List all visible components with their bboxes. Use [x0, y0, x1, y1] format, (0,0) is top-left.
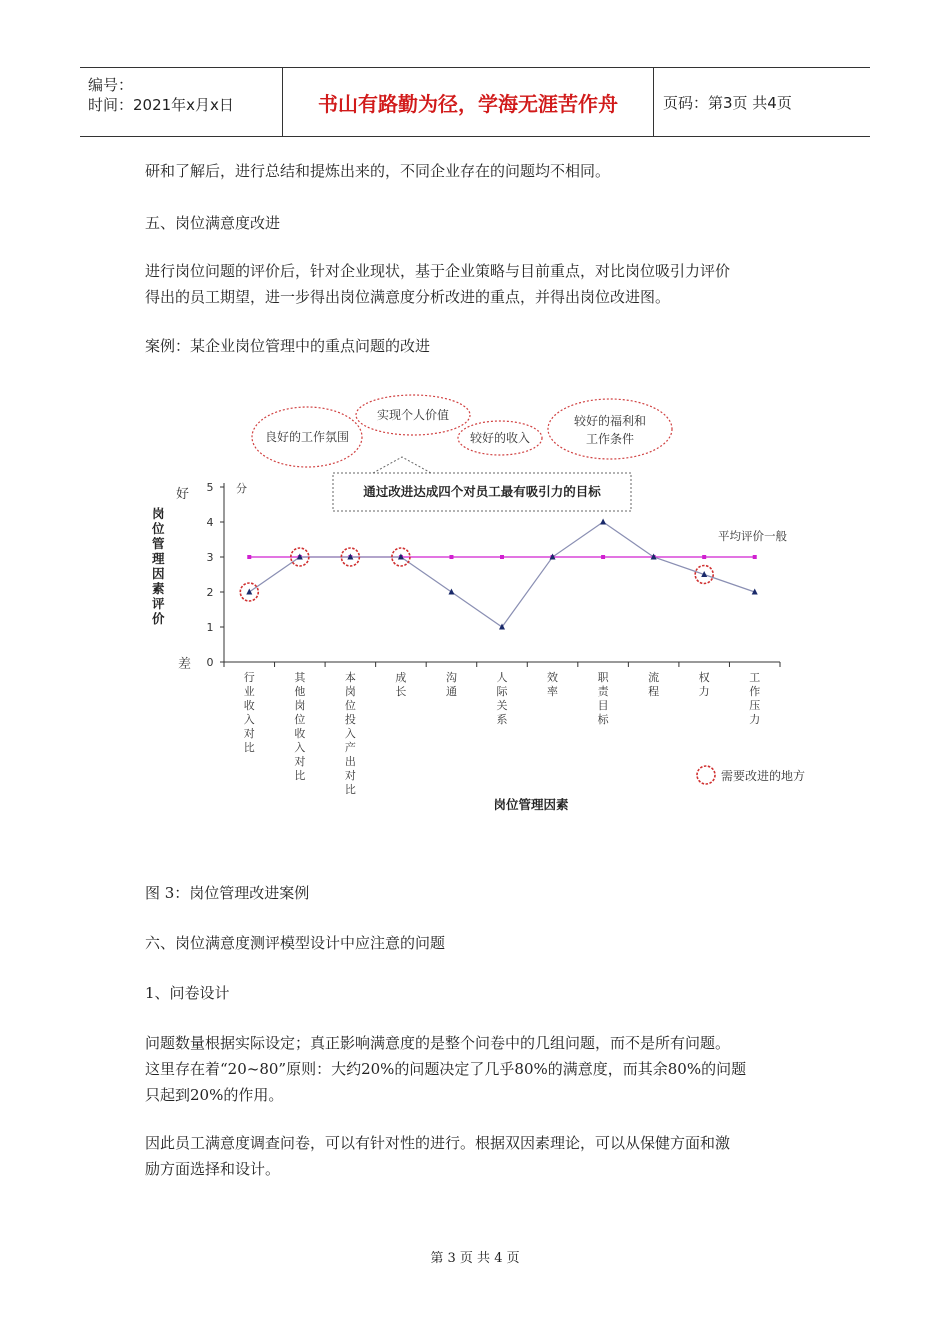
series-evaluation-point: [246, 589, 252, 595]
y-top-label: 好: [176, 487, 190, 502]
y-axis-title: [151, 506, 165, 626]
paragraph-1: 研和了解后，进行总结和提炼出来的，不同企业存在的问题均不相同。: [145, 162, 611, 180]
x-tick-label-char: 压: [749, 699, 761, 712]
x-tick-label-char: 位: [344, 699, 356, 712]
series-average-point: [601, 555, 605, 559]
x-tick-label-char: 率: [547, 685, 559, 698]
y-tick-label: 3: [206, 551, 214, 564]
x-tick-label-char: 行: [243, 671, 255, 684]
x-tick-label-char: 职: [597, 671, 609, 684]
x-axis-title: 岗位管理因素: [493, 797, 569, 812]
series-average-point: [449, 555, 453, 559]
y-tick-label: 0: [206, 656, 214, 669]
series-average-point: [247, 555, 251, 559]
bubble-4-outline: [548, 399, 672, 459]
y-axis-title-text: [151, 506, 165, 626]
x-tick-label-char: 长: [395, 685, 407, 698]
x-tick-label-char: 其: [294, 671, 306, 684]
x-tick-label: [446, 670, 457, 698]
page-header: [80, 67, 870, 137]
x-tick-label: [699, 670, 710, 698]
callout-text: 通过改进达成四个对员工最有吸引力的目标: [363, 484, 601, 499]
x-tick-label: [497, 671, 509, 726]
x-tick-label-char: 比: [344, 783, 356, 796]
legend-improve-marker: [697, 766, 715, 784]
x-tick-label-char: 力: [698, 685, 710, 698]
y-axis-title-char: 位: [152, 521, 165, 536]
x-tick-label-char: 他: [294, 685, 306, 698]
x-tick-label-char: 标: [597, 713, 609, 726]
bubble-1-text: 良好的工作氛围: [264, 430, 350, 444]
series-evaluation-point: [448, 589, 454, 595]
x-tick-label-char: 入: [294, 741, 306, 754]
x-tick-label-char: 权: [698, 671, 710, 684]
y-tick-label: 5: [206, 481, 214, 494]
x-tick-label: [244, 671, 255, 754]
section-5-heading: 五、岗位满意度改进: [145, 214, 281, 232]
y-unit-label: 分: [236, 482, 247, 495]
x-tick-label-char: 对: [243, 727, 255, 740]
series-average-point: [500, 555, 504, 559]
y-tick-label: 2: [206, 586, 214, 599]
x-tick-label: [749, 671, 760, 726]
header-motto: 书山有路勤为径，学海无涯苦作舟: [283, 68, 654, 136]
x-tick-label-char: 对: [344, 769, 356, 782]
paragraph-4-line-2: 励方面选择和设计。: [145, 1160, 281, 1178]
number-label: 编号：: [88, 76, 134, 94]
y-axis-title-char: 管: [152, 536, 165, 551]
case-title: 案例：某企业岗位管理中的重点问题的改进: [145, 337, 431, 355]
bubble-3-text: 较好的收入: [469, 431, 531, 445]
y-axis-title-char: 评: [152, 596, 165, 611]
y-axis-title-char: 岗: [152, 506, 165, 521]
x-tick-label: [648, 670, 659, 698]
x-tick-label-char: 收: [294, 727, 306, 740]
time-label: 时间：2021年x月x日: [88, 96, 234, 114]
x-tick-label-char: 岗: [344, 685, 356, 698]
x-tick-label-char: 程: [648, 685, 660, 698]
series-evaluation-line: [249, 522, 754, 627]
x-tick-label: [345, 670, 356, 796]
paragraph-2-line-2: 得出的员工期望，进一步得出岗位满意度分析改进的重点，并得出岗位改进图。: [145, 288, 671, 306]
x-tick-label-char: 系: [496, 713, 508, 726]
x-tick-label-char: 际: [496, 685, 508, 698]
x-tick-label-char: 岗: [294, 699, 306, 712]
x-tick-label: [547, 670, 558, 698]
x-tick-label-char: 投: [344, 713, 356, 726]
x-tick-label-char: 人: [496, 671, 508, 684]
x-tick-label-char: 力: [749, 713, 761, 726]
paragraph-4-line-1: 因此员工满意度调查问卷，可以有针对性的进行。根据双因素理论，可以从保健方面和激: [145, 1134, 731, 1152]
header-page-info: 页码：第3页 共4页: [663, 93, 792, 112]
x-tick-label-char: 业: [243, 685, 255, 698]
x-tick-label-char: 产: [344, 741, 356, 754]
x-tick-label: [294, 671, 306, 782]
bubble-4-text-line1: 较好的福利和: [573, 414, 647, 428]
paragraph-2-line-1: 进行岗位问题的评价后，针对企业现状，基于企业策略与目前重点，对比岗位吸引力评价: [145, 262, 731, 280]
x-tick-label-char: 比: [243, 741, 255, 754]
x-tick-label-char: 入: [344, 727, 356, 740]
x-tick-label-char: 位: [294, 713, 306, 726]
y-axis-title-char: 素: [152, 581, 165, 596]
legend-improve-label: 需要改进的地方: [721, 769, 806, 783]
x-tick-label-char: 出: [344, 755, 356, 768]
x-tick-label-char: 本: [344, 671, 356, 684]
subsection-1-heading: 1、问卷设计: [145, 984, 230, 1002]
x-tick-label-char: 收: [243, 699, 255, 712]
x-tick-label-char: 目: [597, 699, 609, 712]
x-tick-label-char: 比: [294, 769, 306, 782]
x-tick-labels: [244, 670, 760, 796]
x-tick-label-char: 入: [243, 713, 255, 726]
x-tick-label: [395, 670, 406, 698]
improvement-chart: [140, 385, 840, 825]
figure-caption: 图 3：岗位管理改进案例: [145, 884, 310, 902]
x-tick-label-char: 流: [648, 671, 660, 684]
header-meta: [80, 68, 283, 136]
x-tick-label-char: 责: [597, 685, 609, 698]
x-tick-label-char: 关: [496, 699, 508, 712]
x-tick-label-char: 工: [749, 671, 761, 684]
y-tick-label: 4: [206, 516, 214, 529]
y-axis-title-char: 理: [152, 551, 165, 566]
paragraph-3-line-2: 这里存在着“20~80”原则：大约20%的问题决定了几乎80%的满意度，而其余80%的问题: [145, 1060, 747, 1078]
section-6-heading: 六、岗位满意度测评模型设计中应注意的问题: [145, 934, 446, 952]
x-tick-label-char: 通: [445, 685, 457, 698]
bubble-2-text: 实现个人价值: [376, 408, 450, 422]
paragraph-3-line-1: 问题数量根据实际设定；真正影响满意度的是整个问卷中的几组问题，而不是所有问题。: [145, 1034, 731, 1052]
x-tick-label-char: 沟: [445, 671, 457, 684]
x-tick-label-char: 效: [547, 671, 559, 684]
bubble-4-text-line2: 工作条件: [585, 432, 635, 446]
x-tick-label-char: 对: [294, 755, 306, 768]
y-axis-title-char: 价: [152, 611, 165, 626]
x-tick-label-char: 成: [395, 671, 407, 684]
x-tick-label-char: 作: [749, 685, 761, 698]
chart-svg: [140, 385, 840, 825]
page-footer: 第 3 页 共 4 页: [430, 1251, 520, 1266]
y-axis-title-char: 因: [152, 566, 165, 581]
paragraph-3-line-3: 只起到20%的作用。: [145, 1086, 284, 1104]
series-average-point: [753, 555, 757, 559]
series: [240, 519, 757, 630]
x-tick-label: [598, 671, 610, 726]
callout-pointer: [373, 457, 431, 473]
y-bottom-label: 差: [178, 657, 192, 672]
average-line-label: 平均评价一般: [718, 529, 787, 543]
series-evaluation-point: [600, 519, 606, 525]
series-average-point: [702, 555, 706, 559]
y-tick-label: 1: [206, 621, 214, 634]
y-ticks: [207, 481, 225, 669]
